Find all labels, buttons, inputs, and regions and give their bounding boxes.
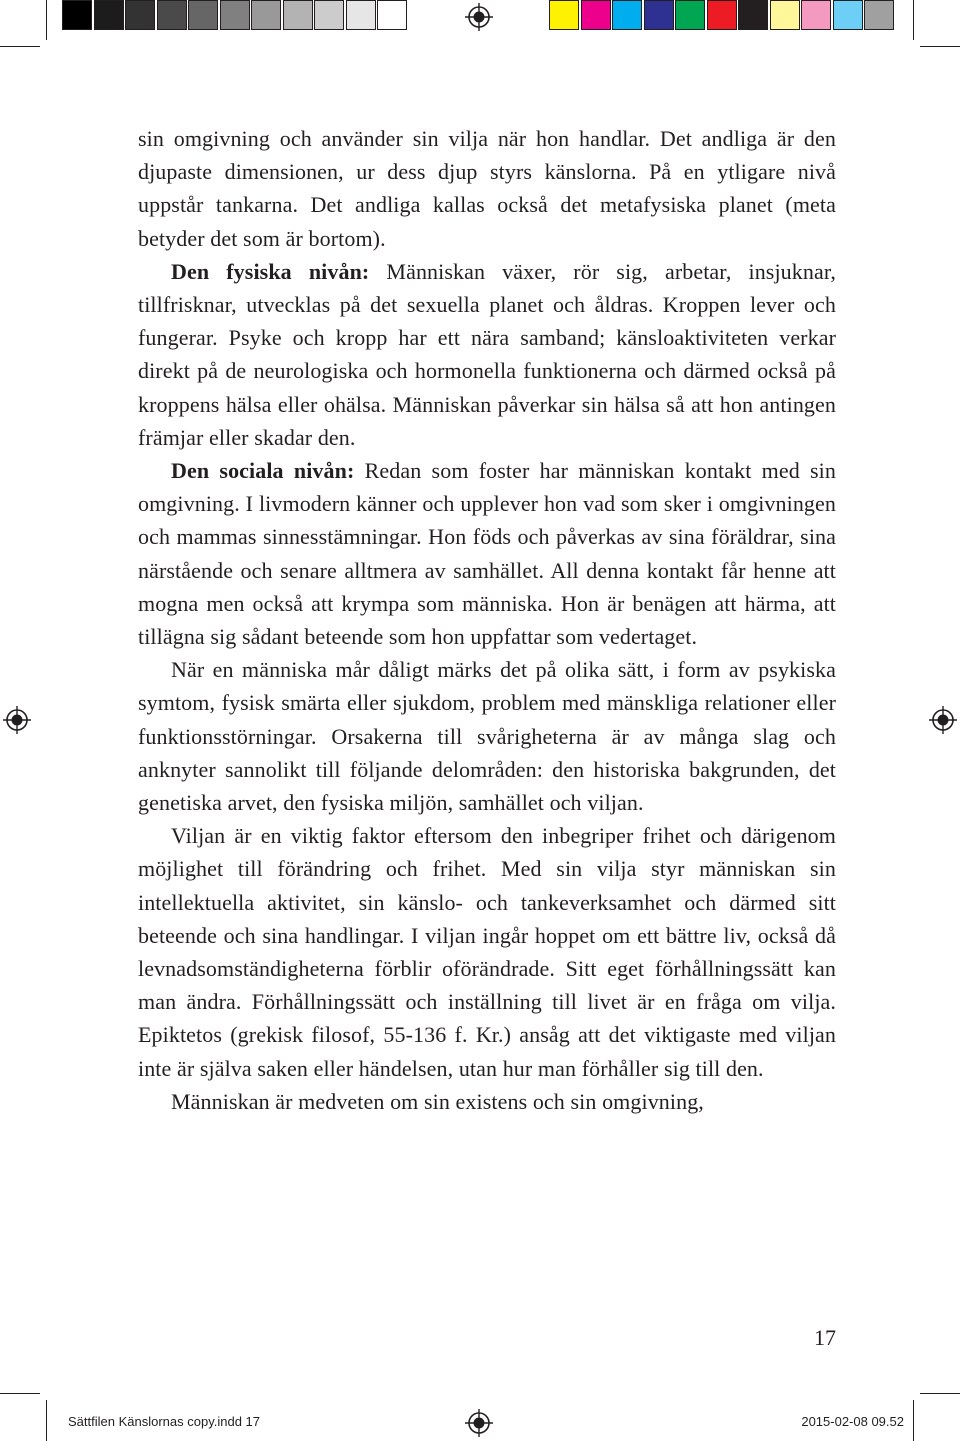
process-color-bar (549, 0, 896, 35)
color-swatch (864, 0, 894, 30)
crop-mark (913, 1400, 914, 1441)
paragraph (138, 1085, 836, 1118)
color-swatch (314, 0, 344, 30)
color-swatch (581, 0, 611, 30)
color-swatch (346, 0, 376, 30)
color-swatch (157, 0, 187, 30)
color-swatch (549, 0, 579, 30)
color-swatch (125, 0, 155, 30)
color-swatch (377, 0, 407, 30)
slug-file-name: Sättfilen Känslornas copy.indd 17 (68, 1414, 260, 1429)
paragraph-text: Människan är medveten om sin existens och sin omgivning, (171, 1088, 704, 1114)
color-swatch (251, 0, 281, 30)
color-swatch (675, 0, 705, 30)
crop-mark (920, 46, 960, 47)
crop-mark (920, 1393, 960, 1394)
paragraph-lead-heading: Den fysiska nivån: (171, 258, 370, 284)
paragraph-text: När en människa mår dåligt märks det på olika sätt, i form av psykiska symtom, fysisk smärta eller sjukdom, problem med mänskliga relationer eller funktionsstörningar. Orsakerna till svårigheterna är av många slag och anknyter sannolikt till följande delområden: den historiska bakgrunden, det genetiska arvet, den fysiska miljön, samhället och viljan. (138, 657, 836, 816)
color-swatch (738, 0, 768, 30)
paragraph-text: Människan växer, rör sig, arbetar, insjuknar, tillfrisknar, utvecklas på det sexuella planet och åldras. Kroppen lever och fungerar. Psyke och kropp har ett nära samband; känsloaktiviteten verkar direkt på de neurologiska och hormonella funktionerna och därmed också på kroppens hälsa eller ohälsa. Människan påverkar sin hälsa så att hon antingen främjar eller skadar den. (138, 258, 836, 450)
paragraph (138, 653, 836, 819)
color-swatch (770, 0, 800, 30)
paragraph-text: sin omgivning och använder sin vilja när hon handlar. Det andliga är den djupaste dimensionen, ur dess djup styrs känslorna. På en ytligare nivå uppstår tankarna. Det andliga kallas också det metafysiska planet (meta betyder det som är bortom). (138, 126, 836, 251)
body-text (138, 122, 836, 1118)
color-swatch (188, 0, 218, 30)
paragraph-text: Viljan är en viktig faktor eftersom den inbegriper frihet och därigenom möjlighet till förändring och frihet. Med sin vilja styr människan sin intellektuella aktivitet, sin känslo- och tankeverksamhet och därmed sitt beteende och sina handlingar. I viljan ingår hoppet om ett bättre liv, också då levnadsomständigheterna förblir oförändrade. Sitt eget förhållningssätt kan man ändra. Förhållningssätt och inställning till livet är en fråga om vilja. Epiktetos (grekisk filosof, 55-136 f. Kr.) ansåg att det viktigaste med viljan inte är själva saken eller händelsen, utan hur man förhåller sig till den. (138, 823, 836, 1081)
paragraph (138, 122, 836, 255)
crop-mark (46, 1400, 47, 1441)
paragraph-lead-heading: Den sociala nivån: (171, 458, 355, 484)
registration-mark-icon (3, 706, 31, 734)
grayscale-color-bar (62, 0, 409, 35)
color-swatch (801, 0, 831, 30)
crop-mark (0, 1393, 40, 1394)
color-swatch (94, 0, 124, 30)
color-swatch (62, 0, 92, 30)
registration-mark-icon (929, 706, 957, 734)
paragraph-text: Redan som foster har människan kontakt med sin omgivning. I livmodern känner och upplever hon vad som sker i omgivningen och mammas sinnesstämningar. Hon föds och påverkas av sina föräldrar, sina närstående och senare alltmera av samhället. All denna kontakt får henne att mogna men också att krympa som människa. Hon är benägen att härma, att tillägna sig sådant beteende som hon uppfattar som vedertaget. (138, 458, 836, 650)
crop-mark (0, 46, 40, 47)
paragraph (138, 819, 836, 1085)
crop-mark (46, 0, 47, 40)
paragraph (138, 454, 836, 653)
color-swatch (833, 0, 863, 30)
paragraph (138, 255, 836, 454)
slug-date: 2015-02-08 09.52 (801, 1414, 904, 1429)
page-number: 17 (814, 1325, 836, 1350)
color-swatch (220, 0, 250, 30)
registration-mark-icon (465, 3, 493, 31)
crop-mark (913, 0, 914, 40)
color-swatch (644, 0, 674, 30)
color-swatch (707, 0, 737, 30)
color-swatch (283, 0, 313, 30)
registration-mark-icon (465, 1409, 493, 1437)
color-swatch (612, 0, 642, 30)
